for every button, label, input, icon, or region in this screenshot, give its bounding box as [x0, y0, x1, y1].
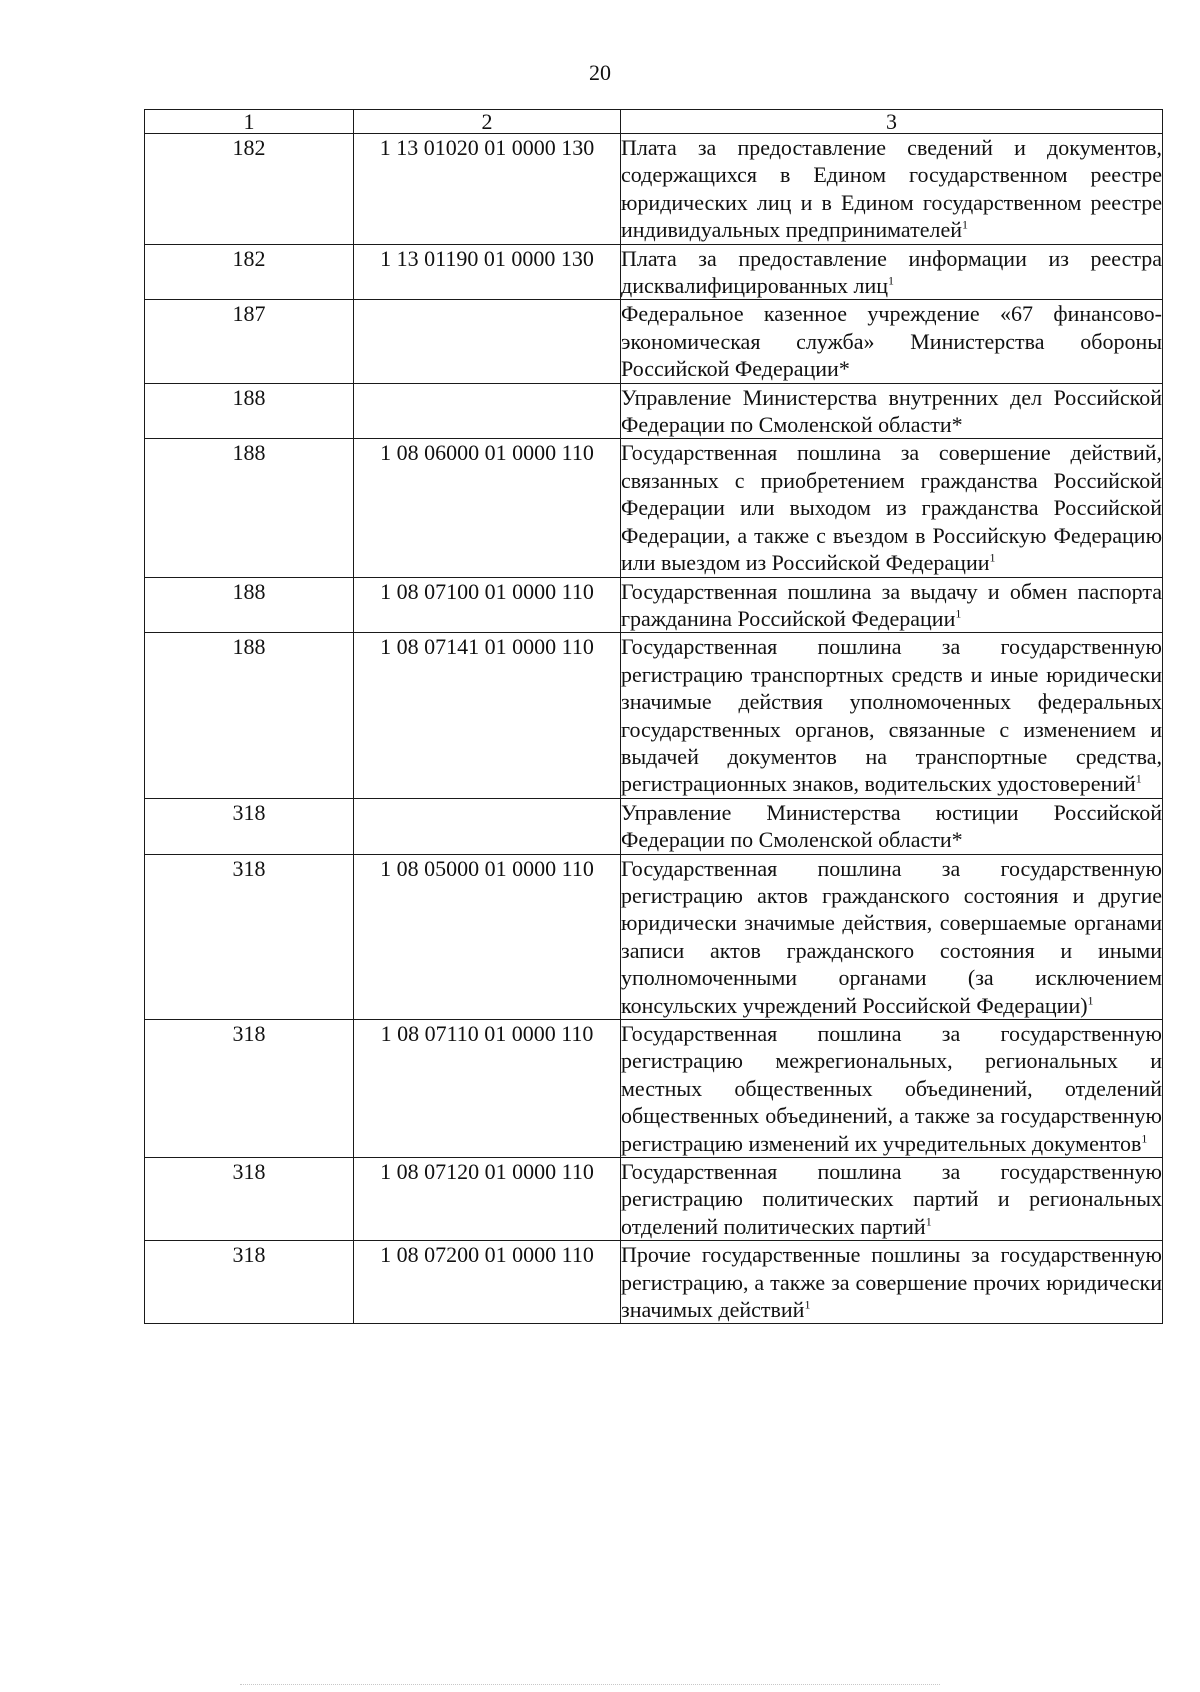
revenue-name-text: Прочие государственные пошлины за государственную регистрацию, а также за совершение прочих юридически значимых действий [621, 1242, 1162, 1323]
administrator-name-text: Управление Министерства внутренних дел Российской Федерации по Смоленской области* [621, 384, 1162, 438]
revenue-name [621, 577, 1163, 633]
revenue-code [354, 798, 621, 854]
revenue-name [621, 854, 1163, 1019]
footnote-mark: 1 [804, 1297, 811, 1312]
scan-edge-line [240, 1684, 940, 1685]
revenue-code: 1 08 06000 01 0000 110 [354, 439, 621, 577]
revenue-name-text: Плата за предоставление информации из реестра дисквалифицированных лиц [621, 245, 1162, 299]
revenue-name-text: Государственная пошлина за выдачу и обмен паспорта гражданина Российской Федерации [621, 578, 1162, 631]
column-header-3: 3 [621, 110, 1163, 134]
table-row [145, 1241, 1163, 1324]
administrator-code: 187 [145, 300, 354, 383]
page-number: 20 [589, 60, 611, 85]
revenue-code: 1 08 07100 01 0000 110 [354, 577, 621, 633]
administrator-code: 188 [145, 439, 354, 577]
revenue-name [621, 244, 1163, 300]
administrator-code: 188 [145, 633, 354, 798]
footnote-mark: 1 [888, 273, 895, 288]
table-row [145, 633, 1163, 798]
table-row [145, 134, 1163, 245]
column-header-2: 2 [354, 110, 621, 134]
table-row [145, 300, 1163, 383]
table-row [145, 854, 1163, 1019]
revenue-code: 1 08 07120 01 0000 110 [354, 1158, 621, 1241]
revenue-name-text: Государственная пошлина за государственную регистрацию транспортных средств и иные юридически значимые действия уполномоченных федеральных государственных органов, связанные с изменением и выдачей документов на транспортные средства, регистрационных знаков, водительских удостоверений [621, 634, 1162, 797]
footnote-mark: 1 [1141, 1131, 1148, 1146]
revenue-code [354, 300, 621, 383]
table-row [145, 383, 1163, 439]
administrator-code: 318 [145, 1241, 354, 1324]
revenue-name-text: Государственная пошлина за государственную регистрацию политических партий и региональных отделений политических партий [621, 1159, 1162, 1239]
administrator-name [621, 300, 1163, 383]
revenue-name [621, 439, 1163, 577]
revenue-code: 1 08 05000 01 0000 110 [354, 854, 621, 1019]
administrator-name-text: Федеральное казенное учреждение «67 финансово-экономическая служба» Министерства обороны Российской Федерации* [621, 301, 1162, 382]
footnote-mark: 1 [1087, 993, 1094, 1008]
revenue-code: 1 13 01190 01 0000 130 [354, 244, 621, 300]
revenue-classification-table [144, 109, 1163, 1324]
revenue-name [621, 633, 1163, 798]
revenue-name-text: Плата за предоставление сведений и документов, содержащихся в Едином государственном реестре юридических лиц и в Едином государственном реестре индивидуальных предпринимателей [621, 135, 1162, 243]
administrator-code: 188 [145, 577, 354, 633]
revenue-name-text: Государственная пошлина за государственную регистрацию актов гражданского состояния и другие юридически значимые действия, совершаемые органами записи актов гражданского состояния и иными уполномоченными органами (за исключением консульских учреждений Российской Федерации) [621, 855, 1162, 1018]
revenue-name-text: Государственная пошлина за совершение действий, связанных с приобретением гражданства Российской Федерации или выходом из гражданства Российской Федерации, а также с въездом в Российскую Федерацию или выездом из Российской Федерации [621, 440, 1162, 576]
table-row [145, 244, 1163, 300]
revenue-code [354, 383, 621, 439]
table-row [145, 798, 1163, 854]
administrator-code: 318 [145, 798, 354, 854]
administrator-code: 318 [145, 1158, 354, 1241]
table-row [145, 1020, 1163, 1158]
revenue-code: 1 08 07110 01 0000 110 [354, 1020, 621, 1158]
administrator-code: 182 [145, 134, 354, 245]
administrator-code: 318 [145, 1020, 354, 1158]
revenue-code: 1 08 07200 01 0000 110 [354, 1241, 621, 1324]
revenue-name [621, 1241, 1163, 1324]
footnote-mark: 1 [989, 550, 996, 565]
revenue-name [621, 1158, 1163, 1241]
administrator-code: 182 [145, 244, 354, 300]
table-row [145, 577, 1163, 633]
table-row [145, 1158, 1163, 1241]
revenue-code: 1 13 01020 01 0000 130 [354, 134, 621, 245]
footnote-mark: 1 [925, 1214, 932, 1229]
table-header-row [145, 110, 1163, 134]
administrator-code: 188 [145, 383, 354, 439]
revenue-name [621, 1020, 1163, 1158]
revenue-code: 1 08 07141 01 0000 110 [354, 633, 621, 798]
table-row [145, 439, 1163, 577]
revenue-name-text: Государственная пошлина за государственную регистрацию межрегиональных, региональных и местных общественных объединений, отделений общественных объединений, а также за государственную регистрацию изменений их учредительных документов [621, 1021, 1162, 1156]
administrator-name-text: Управление Министерства юстиции Российской Федерации по Смоленской области* [621, 799, 1162, 853]
column-header-1: 1 [145, 110, 354, 134]
revenue-name [621, 134, 1163, 245]
footnote-mark: 1 [962, 217, 968, 232]
administrator-code: 318 [145, 854, 354, 1019]
administrator-name [621, 383, 1163, 439]
footnote-mark: 1 [1135, 772, 1142, 787]
administrator-name [621, 798, 1163, 854]
footnote-mark: 1 [955, 606, 962, 621]
